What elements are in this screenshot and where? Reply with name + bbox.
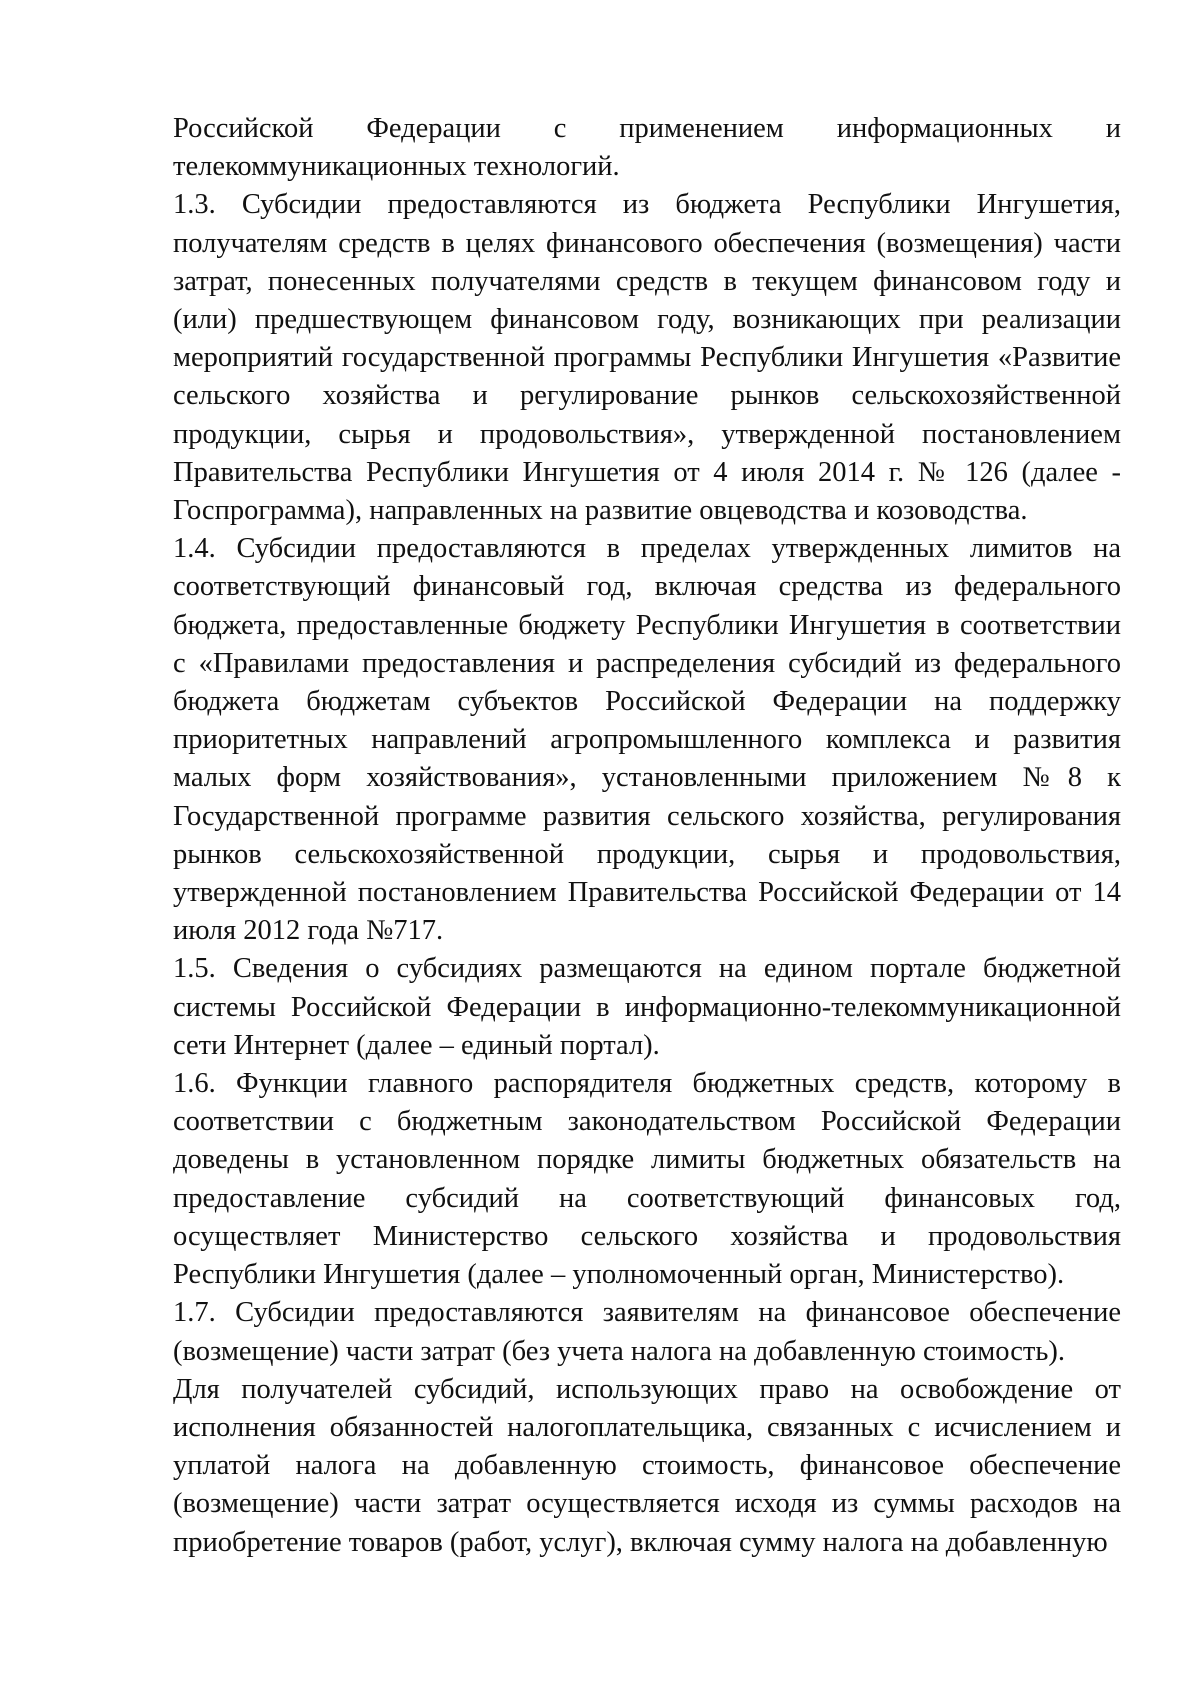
paragraph-continuation: Российской Федерации с применением информационных и телекоммуникационных технологий. bbox=[173, 113, 1121, 183]
paragraph-1-5: 1.5. Сведения о субсидиях размещаются на едином портале бюджетной системы Российской Федерации в информационно-телекоммуникационной сети Интернет (далее – единый портал). bbox=[173, 953, 1121, 1061]
paragraph-1-3: 1.3. Субсидии предоставляются из бюджета Республики Ингушетия, получателям средств в целях финансового обеспечения (возмещения) части затрат, понесенных получателями средств в текущем финансовом году и (или) предшествующем финансовом году, возникающих при реализации мероприятий государственной программы Республики Ингушетия «Развитие сельского хозяйства и регулирование рынков сельскохозяйственной продукции, сырья и продовольствия», утвержденной постановлением Правительства Республики Ингушетия от 4 июля 2014 г. № 126 (далее - Госпрограмма), направленных на развитие овцеводства и козоводства. bbox=[173, 189, 1121, 527]
paragraph-1-7: 1.7. Субсидии предоставляются заявителям на финансовое обеспечение (возмещение) части затрат (без учета налога на добавленную стоимость). bbox=[173, 1297, 1121, 1367]
paragraph-1-6: 1.6. Функции главного распорядителя бюджетных средств, которому в соответствии с бюджетным законодательством Российской Федерации доведены в установленном порядке лимиты бюджетных обязательств на предоставление субсидий на соответствующий финансовых год, осуществляет Министерство сельского хозяйства и продовольствия Республики Ингушетия (далее – уполномоченный орган, Министерство). bbox=[173, 1068, 1121, 1291]
paragraph-1-4: 1.4. Субсидии предоставляются в пределах утвержденных лимитов на соответствующий финансовый год, включая средства из федерального бюджета, предоставленные бюджету Республики Ингушетия в соответствии с «Правилами предоставления и распределения субсидий из федерального бюджета бюджетам субъектов Российской Федерации на поддержку приоритетных направлений агропромышленного комплекса и развития малых форм хозяйствования», установленными приложением №8 к Государственной программе развития сельского хозяйства, регулирования рынков сельскохозяйственной продукции, сырья и продовольствия, утвержденной постановлением Правительства Российской Федерации от 14 июля 2012 года №717. bbox=[173, 533, 1121, 947]
paragraph-vat-exemption: Для получателей субсидий, использующих право на освобождение от исполнения обязанностей налогоплательщика, связанных с исчислением и уплатой налога на добавленную стоимость, финансовое обеспечение (возмещение) части затрат осуществляется исходя из суммы расходов на приобретение товаров (работ, услуг), включая сумму налога на добавленную bbox=[173, 1373, 1121, 1558]
document-body bbox=[173, 110, 1121, 1562]
